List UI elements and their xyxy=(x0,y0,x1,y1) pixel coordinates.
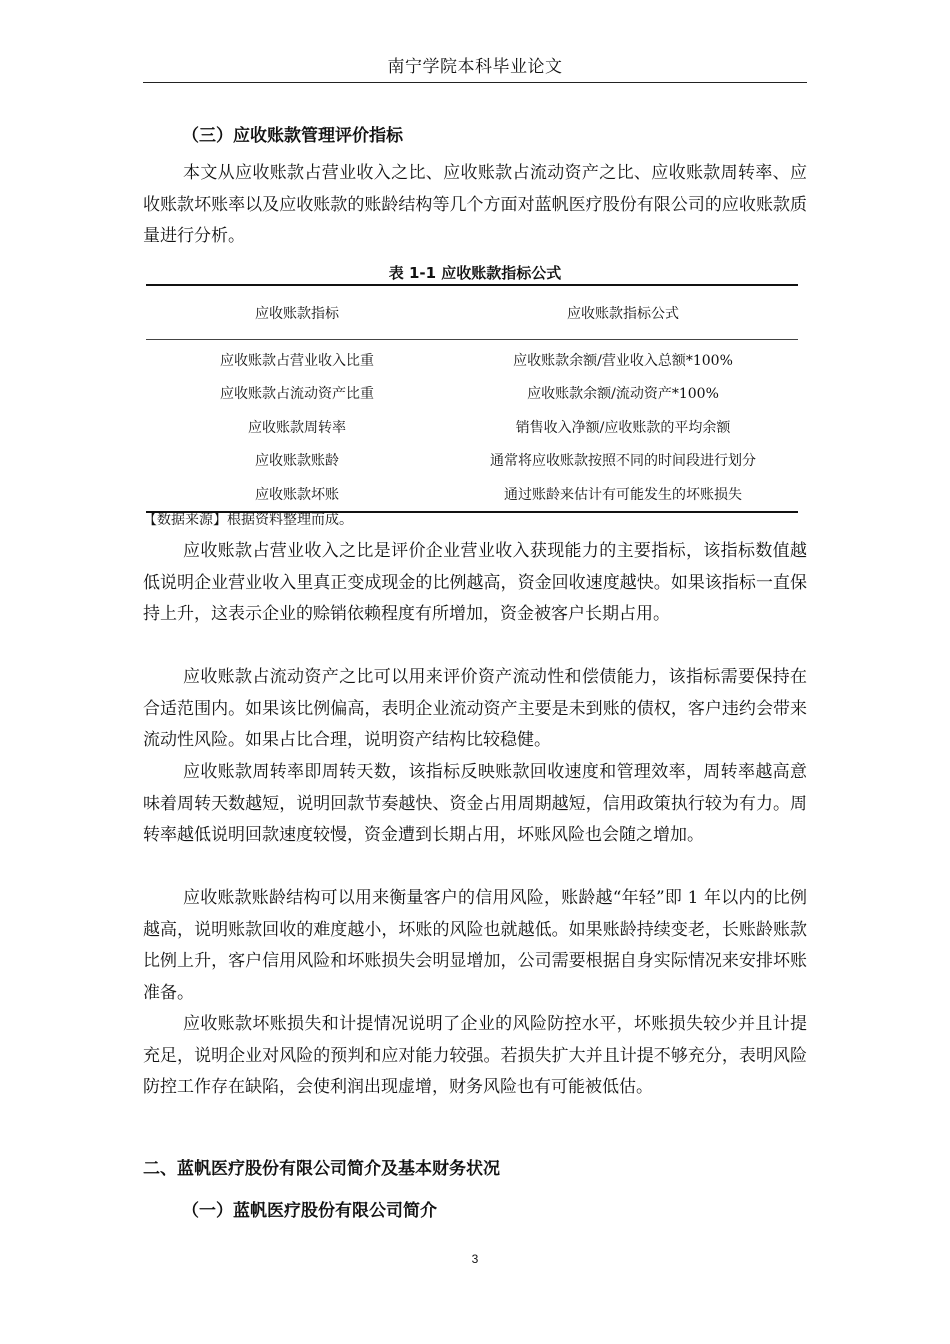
table-row xyxy=(146,340,798,377)
page-header-title: 南宁学院本科毕业论文 xyxy=(387,57,563,77)
table-row xyxy=(146,377,798,411)
indicator-cell: 应收账款占流动资产比重 xyxy=(220,386,374,403)
section-heading: （三）应收账款管理评价指标 xyxy=(182,126,403,146)
table-header-row xyxy=(146,285,798,340)
indicator-cell: 应收账款坏账 xyxy=(146,477,448,512)
indicator-formula-table xyxy=(146,284,798,513)
header-divider xyxy=(143,82,807,83)
chapter-heading: 二、蓝帆医疗股份有限公司简介及基本财务状况 xyxy=(143,1159,500,1179)
table-row xyxy=(146,410,798,444)
formula-cell: 通常将应收账款按照不同的时间段进行划分 xyxy=(490,453,756,470)
table-row xyxy=(146,444,798,478)
indicator-cell: 应收账款账龄 xyxy=(255,453,339,470)
paragraph-turnover-rate: 应收账款周转率即周转天数，该指标反映账款回收速度和管理效率，周转率越高意味着周转天数越短，说明回款节奏越快、资金占用周期越短，信用政策执行较为有力。周转率越低说明回款速度较慢，资金遭到长期占用，坏账风险也会随之增加。 xyxy=(143,762,807,845)
intro-paragraph: 本文从应收账款占营业收入之比、应收账款占流动资产之比、应收账款周转率、应收账款坏账率以及应收账款的账龄结构等几个方面对蓝帆医疗股份有限公司的应收账款质量进行分析。 xyxy=(143,163,807,246)
column-header-formula: 应收账款指标公式 xyxy=(448,285,798,340)
paragraph-aging-structure: 应收账款账龄结构可以用来衡量客户的信用风险，账龄越“年轻”即 1 年以内的比例越高，说明账款回收的难度越小，坏账的风险也就越低。如果账龄持续变老，长账龄账款比例上升，客户信用风险和坏账损失会明显增加，公司需要根据自身实际情况来安排坏账准备。 xyxy=(143,888,807,1003)
indicator-cell: 应收账款占营业收入比重 xyxy=(220,352,374,369)
indicator-cell: 应收账款周转率 xyxy=(248,419,346,436)
page-number: 3 xyxy=(471,1252,479,1266)
paragraph-bad-debt: 应收账款坏账损失和计提情况说明了企业的风险防控水平，坏账损失较少并且计提充足，说明企业对风险的预判和应对能力较强。若损失扩大并且计提不够充分，表明风险防控工作存在缺陷，会使利润出现虚增，财务风险也有可能被低估。 xyxy=(143,1014,807,1097)
table-source-note: 【数据来源】根据资料整理而成。 xyxy=(143,512,353,528)
table-caption: 表 1-1 应收账款指标公式 xyxy=(388,264,562,282)
formula-cell: 应收账款余额/流动资产*100% xyxy=(527,386,719,403)
subsection-heading: （一）蓝帆医疗股份有限公司简介 xyxy=(182,1201,437,1221)
formula-cell: 销售收入净额/应收账款的平均余额 xyxy=(515,419,731,436)
formula-cell: 应收账款余额/营业收入总额*100% xyxy=(513,352,733,369)
table-row xyxy=(146,477,798,512)
formula-cell: 通过账龄来估计有可能发生的坏账损失 xyxy=(448,477,798,512)
column-header-indicator: 应收账款指标 xyxy=(146,285,448,340)
paragraph-current-assets-ratio: 应收账款占流动资产之比可以用来评价资产流动性和偿债能力，该指标需要保持在合适范围内。如果该比例偏高，表明企业流动资产主要是未到账的债权，客户违约会带来流动性风险。如果占比合理，说明资产结构比较稳健。 xyxy=(143,667,807,750)
paragraph-revenue-ratio: 应收账款占营业收入之比是评价企业营业收入获现能力的主要指标，该指标数值越低说明企业营业收入里真正变成现金的比例越高，资金回收速度越快。如果该指标一直保持上升，这表示企业的赊销依赖程度有所增加，资金被客户长期占用。 xyxy=(143,541,807,624)
